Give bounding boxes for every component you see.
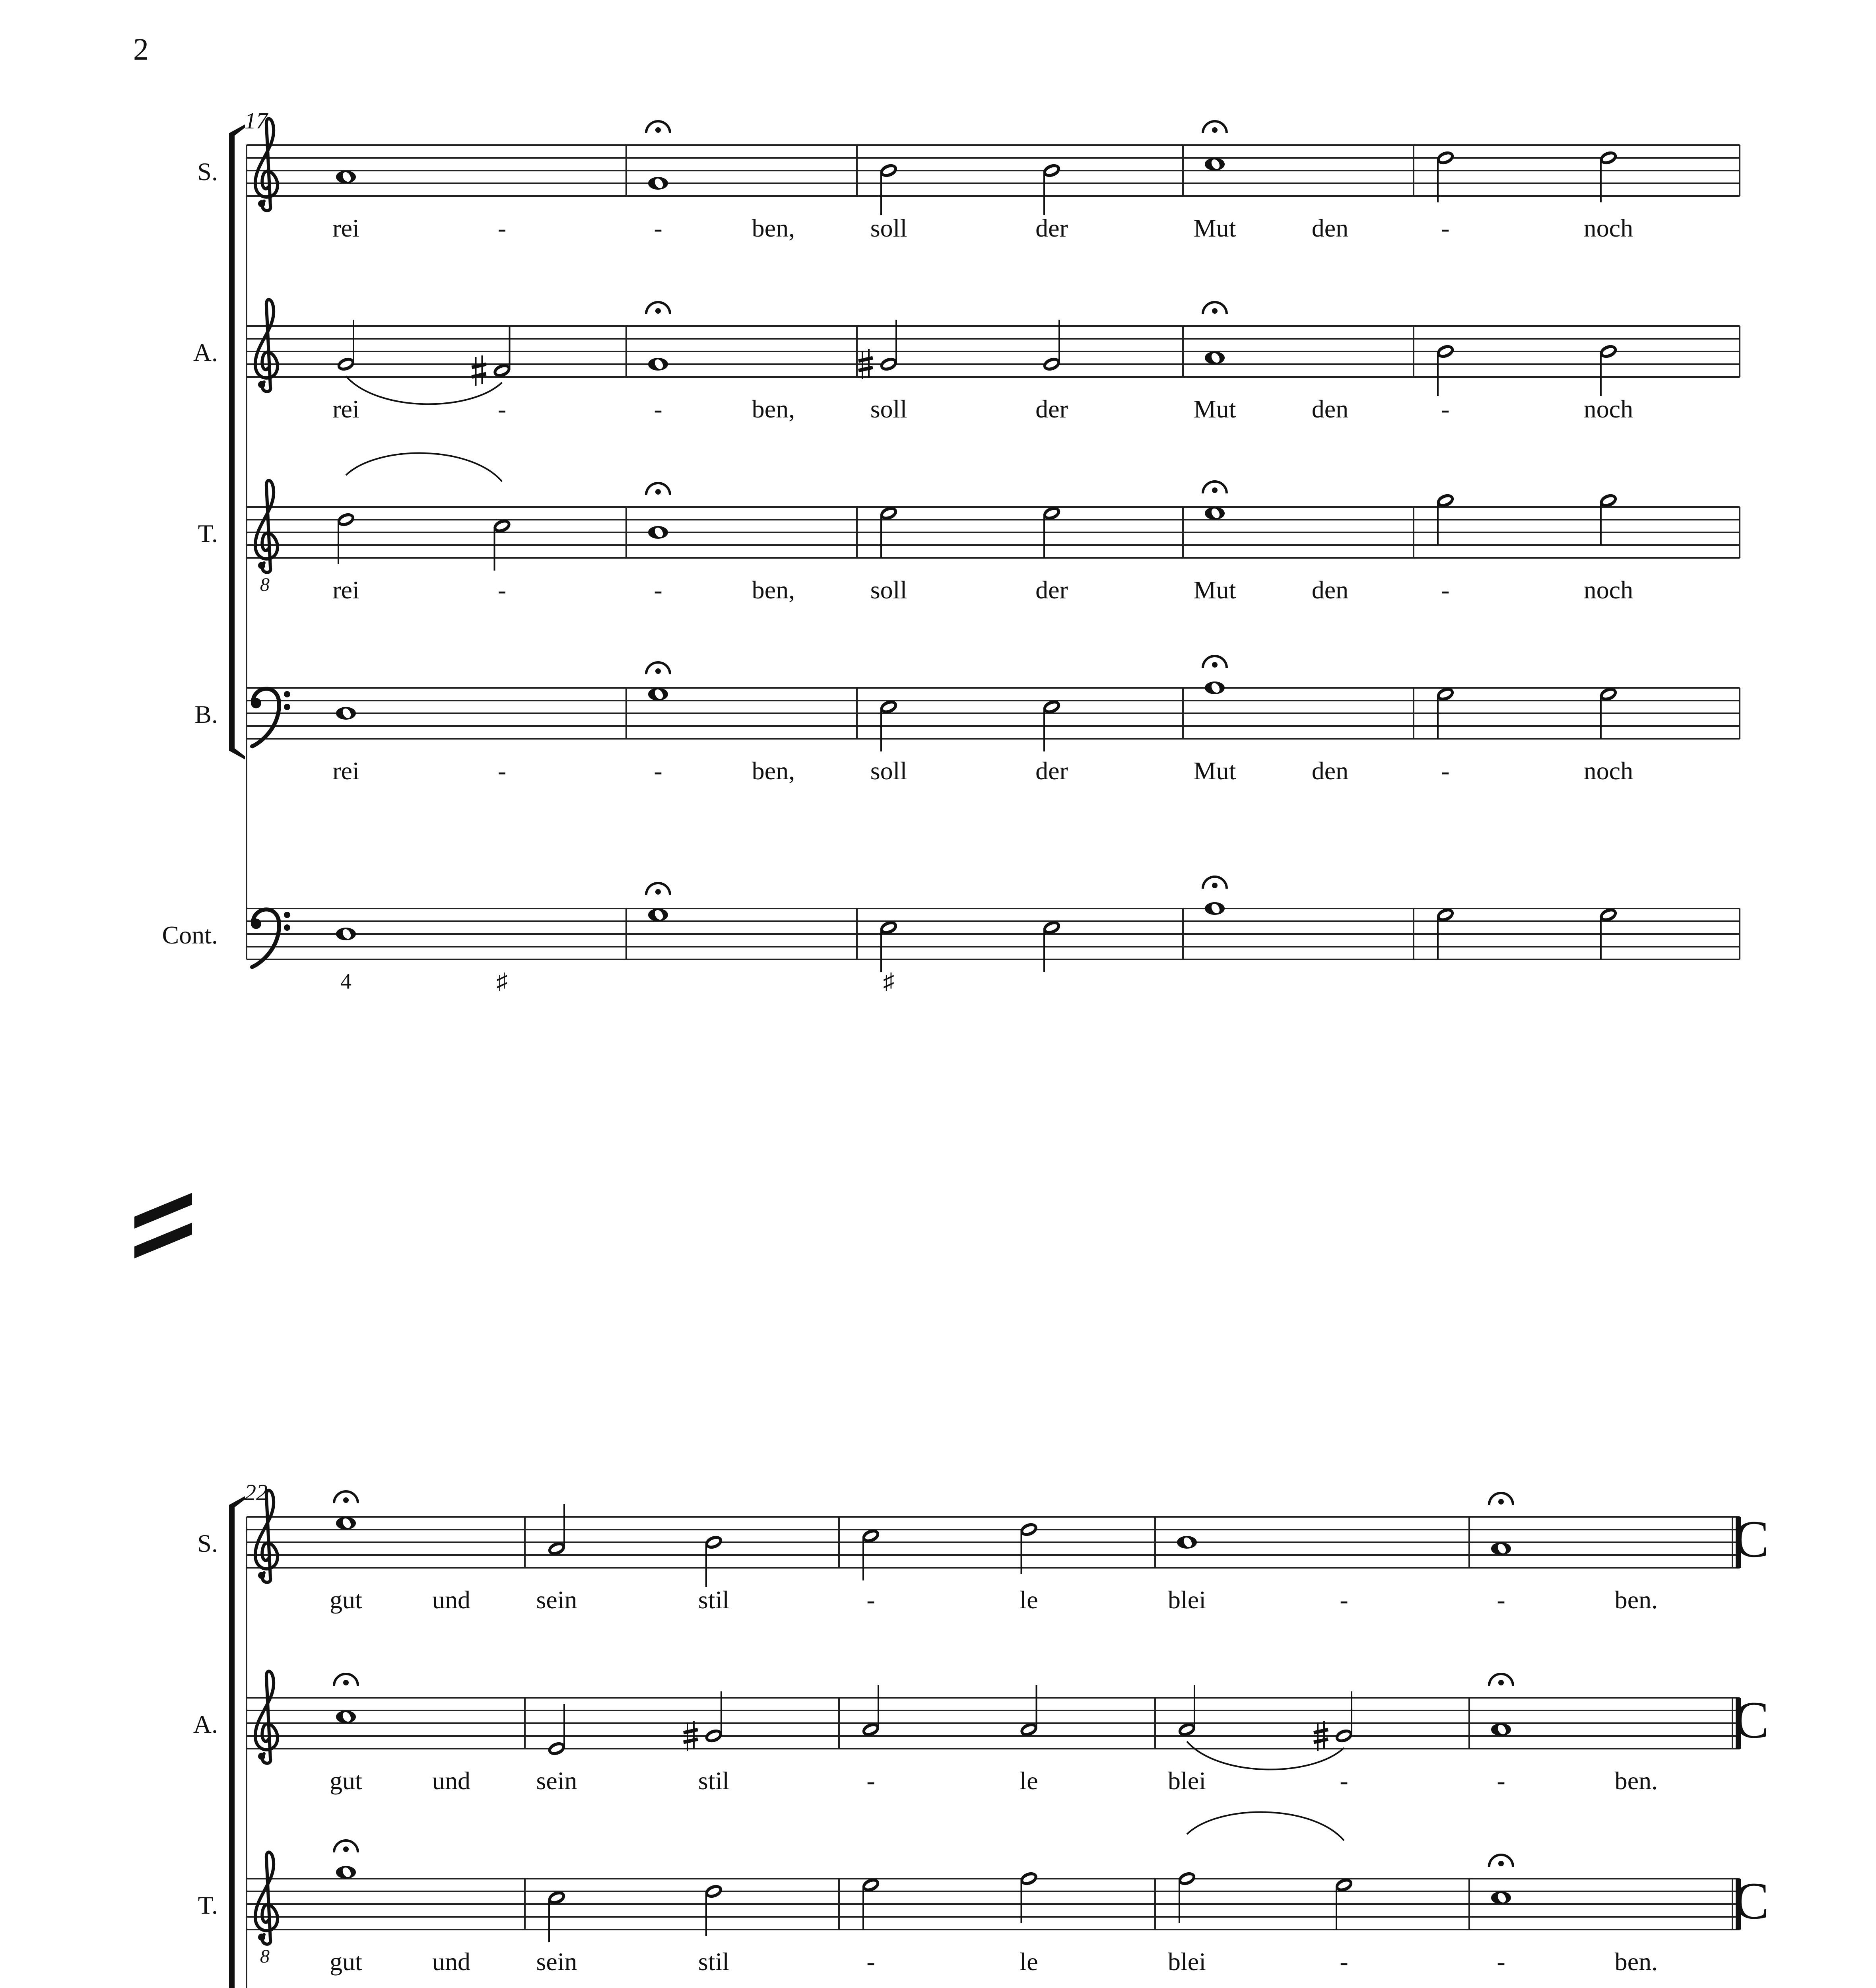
lyric-syllable: den <box>1311 576 1349 604</box>
lyric-syllable: ben. <box>1614 1947 1658 1976</box>
common-time-icon: C <box>1734 1691 1769 1749</box>
measure-number: 17 <box>245 108 268 134</box>
lyric-syllable: - <box>1497 1767 1505 1795</box>
part-name: T. <box>198 519 218 547</box>
lyric-syllable: noch <box>1583 395 1633 423</box>
end-time-signature <box>1734 1510 1769 1568</box>
whole-note <box>336 707 356 720</box>
lyric-syllable: den <box>1311 395 1349 423</box>
whole-note <box>1177 1536 1197 1549</box>
lyric-syllable: - <box>1441 576 1450 604</box>
lyric-syllable: - <box>1497 1586 1505 1614</box>
lyric-syllable: - <box>1497 1947 1505 1976</box>
lyric-syllable: rei <box>332 395 359 423</box>
page-number: 2 <box>133 32 149 66</box>
lyric-syllable: blei <box>1168 1767 1206 1795</box>
end-time-signature <box>1734 1872 1769 1930</box>
measure-number: 22 <box>245 1479 268 1505</box>
lyric-syllable: - <box>497 576 507 604</box>
lyric-syllable: und <box>432 1947 470 1976</box>
lyric-syllable: le <box>1020 1767 1038 1795</box>
lyric-syllable: rei <box>332 576 359 604</box>
end-time-signature <box>1734 1691 1769 1749</box>
part-name: A. <box>193 338 218 367</box>
lyric-syllable: - <box>1340 1586 1348 1614</box>
lyric-syllable: der <box>1035 214 1068 242</box>
lyric-syllable: gut <box>330 1767 362 1795</box>
lyric-syllable: noch <box>1583 214 1633 242</box>
lyric-syllable: den <box>1311 757 1349 785</box>
lyric-syllable: - <box>1441 395 1450 423</box>
whole-note <box>336 928 356 940</box>
lyric-syllable: sein <box>536 1947 577 1976</box>
figure: ♯ <box>496 969 508 994</box>
lyric-syllable: gut <box>330 1947 362 1976</box>
lyric-syllable: Mut <box>1193 576 1236 604</box>
part-name: B. <box>194 700 218 728</box>
part-name: T. <box>198 1891 218 1919</box>
lyric-syllable: rei <box>332 757 359 785</box>
lyric-syllable: soll <box>870 395 907 423</box>
lyric-syllable: ben, <box>752 576 795 604</box>
lyric-syllable: und <box>432 1767 470 1795</box>
lyric-syllable: Mut <box>1193 757 1236 785</box>
lyric-syllable: Mut <box>1193 214 1236 242</box>
lyric-syllable: soll <box>870 214 907 242</box>
lyric-syllable: Mut <box>1193 395 1236 423</box>
lyric-syllable: - <box>497 214 507 242</box>
octave-8-mark: 8 <box>260 574 270 596</box>
lyric-syllable: blei <box>1168 1586 1206 1614</box>
lyric-syllable: - <box>1441 757 1450 785</box>
lyric-syllable: ben. <box>1614 1586 1658 1614</box>
lyric-syllable: und <box>432 1586 470 1614</box>
figure: ♯ <box>883 969 894 994</box>
lyric-syllable: sein <box>536 1586 577 1614</box>
lyric-syllable: - <box>1340 1947 1348 1976</box>
lyric-syllable: - <box>654 214 662 242</box>
lyric-syllable: le <box>1020 1586 1038 1614</box>
lyric-syllable: - <box>866 1947 875 1976</box>
lyric-syllable: ben. <box>1614 1767 1658 1795</box>
part-name: Cont. <box>162 921 218 949</box>
lyric-syllable: sein <box>536 1767 577 1795</box>
common-time-icon: C <box>1734 1510 1769 1568</box>
lyric-syllable: der <box>1035 395 1068 423</box>
whole-note <box>336 171 356 183</box>
part-name: S. <box>197 157 218 186</box>
lyric-syllable: rei <box>332 214 359 242</box>
lyric-syllable: - <box>497 395 507 423</box>
common-time-icon: C <box>1734 1872 1769 1930</box>
part-name: S. <box>197 1529 218 1557</box>
lyric-syllable: ben, <box>752 757 795 785</box>
lyric-syllable: - <box>866 1586 875 1614</box>
lyric-syllable: blei <box>1168 1947 1206 1976</box>
lyric-syllable: stil <box>698 1947 730 1976</box>
lyric-syllable: stil <box>698 1767 730 1795</box>
lyric-syllable: le <box>1020 1947 1038 1976</box>
lyric-syllable: - <box>654 395 662 423</box>
lyric-syllable: der <box>1035 576 1068 604</box>
octave-8-mark: 8 <box>260 1946 270 1967</box>
lyric-syllable: soll <box>870 757 907 785</box>
lyric-syllable: - <box>1441 214 1450 242</box>
part-name: A. <box>193 1710 218 1738</box>
lyric-syllable: - <box>866 1767 875 1795</box>
lyric-syllable: - <box>654 757 662 785</box>
lyric-syllable: den <box>1311 214 1349 242</box>
lyric-syllable: - <box>497 757 507 785</box>
lyric-syllable: ben, <box>752 395 795 423</box>
lyric-syllable: noch <box>1583 576 1633 604</box>
lyric-syllable: stil <box>698 1586 730 1614</box>
lyric-syllable: soll <box>870 576 907 604</box>
lyric-syllable: - <box>654 576 662 604</box>
lyric-syllable: der <box>1035 757 1068 785</box>
lyric-syllable: - <box>1340 1767 1348 1795</box>
lyric-syllable: gut <box>330 1586 362 1614</box>
lyric-syllable: noch <box>1583 757 1633 785</box>
lyric-syllable: ben, <box>752 214 795 242</box>
figure: 4 <box>340 969 352 994</box>
